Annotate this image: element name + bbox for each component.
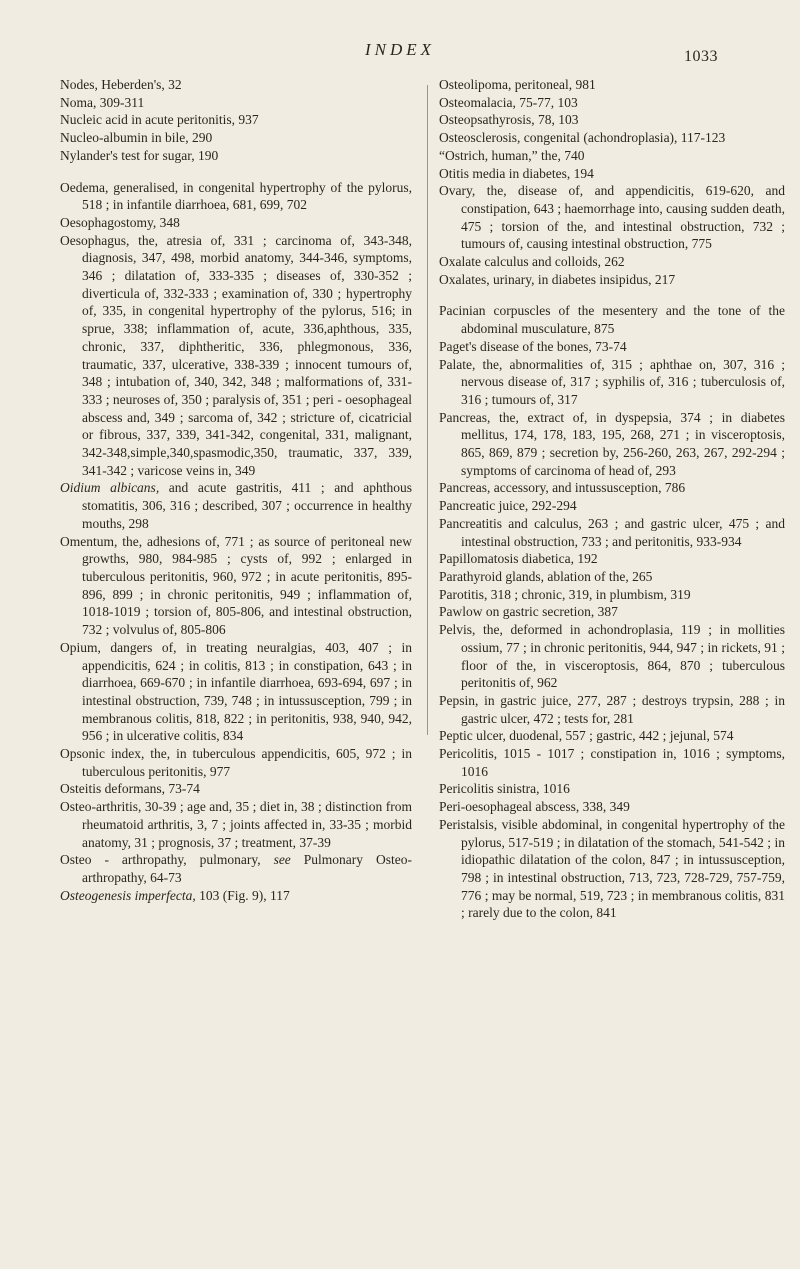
index-entry [439, 497, 785, 515]
index-entry-text: Peri-oesophageal abscess, 338, 349 [439, 799, 630, 815]
index-entry-text: 103 (Fig. 9), 117 [195, 887, 290, 903]
index-entry-text: Pancreatitis and calculus, 263 ; and gastric ulcer, 475 ; and intestinal obstruction, 733 ; and peritonitis, 933-934 [439, 515, 785, 549]
index-entry [60, 780, 412, 798]
index-entry-text: Palate, the, abnormalities of, 315 ; aphthae on, 307, 316 ; nervous disease of, 317 ; syphilis of, 316 ; tuberculosis of, 316 ; tumours of, 317 [439, 356, 785, 407]
index-entry [60, 887, 412, 905]
index-entry-text: Oedema, generalised, in congenital hypertrophy of the pylorus, 518 ; in infantile diarrhoea, 681, 699, 702 [60, 179, 412, 213]
index-entry-text: Otitis media in diabetes, 194 [439, 165, 594, 181]
index-entry-text: Papillomatosis diabetica, 192 [439, 551, 598, 567]
index-entry [60, 94, 412, 112]
right-index-column [439, 76, 785, 922]
index-entry-text: Pericolitis sinistra, 1016 [439, 781, 570, 797]
index-entry-text: Parotitis, 318 ; chronic, 319, in plumbism, 319 [439, 586, 691, 602]
index-entry-italic-term: Oidium albicans, [60, 480, 160, 496]
index-entry-text: Nucleic acid in acute peritonitis, 937 [60, 112, 259, 128]
index-entry-text: Osteo - arthropathy, pulmonary, [60, 852, 274, 868]
index-entry-text: Nylander's test for sugar, 190 [60, 147, 219, 163]
index-entry [439, 745, 785, 780]
index-entry-text: Pancreatic juice, 292-294 [439, 498, 577, 514]
column-divider [427, 85, 428, 735]
index-entry [439, 586, 785, 604]
index-entry [439, 515, 785, 550]
index-entry-text: Peptic ulcer, duodenal, 557 ; gastric, 442 ; jejunal, 574 [439, 728, 734, 744]
left-index-column [60, 76, 412, 904]
index-entry [60, 639, 412, 745]
index-entry-text: Oesophagostomy, 348 [60, 214, 180, 230]
index-entry-text: Parathyroid glands, ablation of the, 265 [439, 568, 653, 584]
index-entry [439, 409, 785, 480]
index-entry [439, 253, 785, 271]
index-entry [60, 745, 412, 780]
index-entry [439, 568, 785, 586]
index-entry [60, 76, 412, 94]
index-entry-text: Pulmonary Osteo-arthropathy, 64-73 [82, 852, 412, 885]
index-entry [439, 727, 785, 745]
index-entry-text: Osteo-arthritis, 30-39 ; age and, 35 ; diet in, 38 ; distinction from rheumatoid arthritis, 3, 7 ; joints affected in, 33-35 ; morbid anatomy, 31 ; prognosis, 37 ; treatment, 37-39 [60, 799, 412, 850]
index-entry [439, 182, 785, 253]
index-entry-text: Opium, dangers of, in treating neuralgias, 403, 407 ; in appendicitis, 624 ; in colitis, 813 ; in constipation, 643 ; in diarrhoea, 669-670 ; in infantile diarrhoea, 693-694, 697 ; in intestinal obstruction, 739, 748 ; in intussusception, 799 ; in membranous colitis, 818, 822 ; in peritonitis, 938, 940, 942, 956 ; in ulcerative colitis, 834 [60, 639, 412, 744]
index-entry-text: “Ostrich, human,” the, 740 [439, 147, 585, 163]
index-entry [439, 816, 785, 922]
index-entry-text: Oxalate calculus and colloids, 262 [439, 254, 625, 270]
index-entry-text: Paget's disease of the bones, 73-74 [439, 338, 627, 354]
index-entry-text: Pepsin, in gastric juice, 277, 287 ; destroys trypsin, 288 ; in gastric ulcer, 472 ; tests for, 281 [439, 692, 785, 726]
index-entry-text: Noma, 309-311 [60, 94, 145, 110]
index-entry-text: Pelvis, the, deformed in achondroplasia, 119 ; in mollities ossium, 77 ; in chronic peritonitis, 944, 947 ; in rickets, 91 ; floor of the, in visceroptosis, 864, 870 ; tuberculous peritonitis of, 962 [439, 622, 785, 691]
page-header [0, 40, 800, 70]
index-entry-text: and acute gastritis, 411 ; and aphthous stomatitis, 306, 316 ; described, 307 ; occurrence in healthy mouths, 298 [82, 480, 412, 531]
index-entry-text: Pacinian corpuscles of the mesentery and the tone of the abdominal musculature, 875 [439, 303, 785, 337]
index-entry [60, 533, 412, 639]
index-entry [439, 271, 785, 289]
index-entry [60, 179, 412, 214]
index-entry [60, 798, 412, 851]
index-entry-text: Osteomalacia, 75-77, 103 [439, 94, 578, 110]
index-entry-text: Pancreas, accessory, and intussusception, 786 [439, 480, 686, 496]
index-entry-text: Omentum, the, adhesions of, 771 ; as source of peritoneal new growths, 980, 984-985 ; cysts of, 992 ; enlarged in tuberculous peritonitis, 960, 972 ; in acute peritonitis, 895-896, 899 ; in chronic peritonitis, 949 ; inflammation of, 1018-1019 ; torsion of, 805-806, and intestinal obstruction, 732 ; volvulus of, 805-806 [60, 533, 412, 638]
index-entry [439, 76, 785, 94]
index-entry [439, 338, 785, 356]
index-entry-text: Osteolipoma, peritoneal, 981 [439, 77, 596, 92]
index-entry-italic-term: Osteogenesis imperfecta, [60, 887, 196, 903]
index-entry [439, 479, 785, 497]
index-entry-text: Oxalates, urinary, in diabetes insipidus, 217 [439, 271, 676, 287]
index-entry [439, 302, 785, 337]
index-entry [60, 851, 412, 886]
index-entry-text: Osteitis deformans, 73-74 [60, 781, 200, 797]
index-entry-text: Ovary, the, disease of, and appendicitis, 619-620, and constipation, 643 ; haemorrhage into, causing sudden death, 475 ; torsion of the, and intestinal obstruction, 732 ; tumours of, causing intestinal obstruction, 775 [439, 183, 785, 252]
index-entry-text: Pancreas, the, extract of, in dyspepsia, 374 ; in diabetes mellitus, 174, 178, 183, 195, 268, 271 ; in visceroptosis, 865, 869, 879 ; secretion by, 256-260, 263, 267, 292-294 ; symptoms of carcinoma of head of, 293 [439, 409, 785, 478]
index-entry-text: Nodes, Heberden's, 32 [60, 77, 182, 92]
index-entry-text: Osteosclerosis, congenital (achondroplasia), 117-123 [439, 130, 726, 146]
index-entry [439, 165, 785, 183]
index-entry [439, 111, 785, 129]
index-entry [439, 603, 785, 621]
index-entry-text: Pericolitis, 1015 - 1017 ; constipation in, 1016 ; symptoms, 1016 [439, 746, 785, 779]
index-entry [439, 147, 785, 165]
index-entry [60, 214, 412, 232]
index-entry-text: Nucleo-albumin in bile, 290 [60, 130, 213, 146]
running-title: INDEX [364, 40, 436, 59]
index-entry [439, 692, 785, 727]
index-entry-text: Peristalsis, visible abdominal, in congenital hypertrophy of the pylorus, 517-519 ; in dilatation of the stomach, 541-542 ; in idiopathic dilatation of the colon, 847 ; in intussusception, 798 ; in intestinal obstruction, 713, 723, 728-729, 757-759, 776 ; may be normal, 519, 723 ; in membranous colitis, 831 ; rarely due to the colon, 841 [439, 816, 785, 921]
letter-section-gap [439, 288, 785, 302]
index-entry [439, 621, 785, 692]
index-entry-text: Oesophagus, the, atresia of, 331 ; carcinoma of, 343-348, diagnosis, 347, 498, morbid anatomy, 344-346, symptoms, 346 ; dilatation of, 333-335 ; diseases of, 330-352 ; diverticula of, 332-333 ; examination of, 330 ; hypertrophy of, 335, in congenital hypertrophy of the pylorus, 516; in sprue, 338; inflammation of, acute, 336,aphthous, 335, chronic, 337, diphtheritic, 336, phlegmonous, 336, traumatic, 337, ulcerative, 338-339 ; innocent tumours of, 348 ; intubation of, 340, 342, 348 ; malformations of, 331-333 ; neuroses of, 350 ; paralysis of, 351 ; peri - oesophageal abscess and, 349 ; sarcoma of, 342 ; stricture of, cicatricial or fibrous, 337, 339, 341-342, congenital, 331, malignant, 342-348,simple,340,spasmodic,350, traumatic, 337, 339, 341-342 ; varicose veins in, 349 [60, 232, 412, 478]
index-entry [60, 111, 412, 129]
index-entry [439, 94, 785, 112]
index-entry-text: Osteopsathyrosis, 78, 103 [439, 112, 579, 128]
index-entry [60, 129, 412, 147]
index-entry-text: Pawlow on gastric secretion, 387 [439, 604, 618, 620]
index-entry-see-reference: see [273, 852, 291, 868]
index-entry [60, 147, 412, 165]
index-entry [439, 550, 785, 568]
letter-section-gap [60, 165, 412, 179]
index-entry [439, 129, 785, 147]
index-entry-text: Opsonic index, the, in tuberculous appendicitis, 605, 972 ; in tuberculous peritonitis, 977 [60, 746, 412, 779]
index-entry [60, 479, 412, 532]
page-number: 1033 [684, 48, 718, 65]
index-entry [60, 232, 412, 480]
index-entry [439, 798, 785, 816]
index-entry [439, 356, 785, 409]
index-entry [439, 780, 785, 798]
